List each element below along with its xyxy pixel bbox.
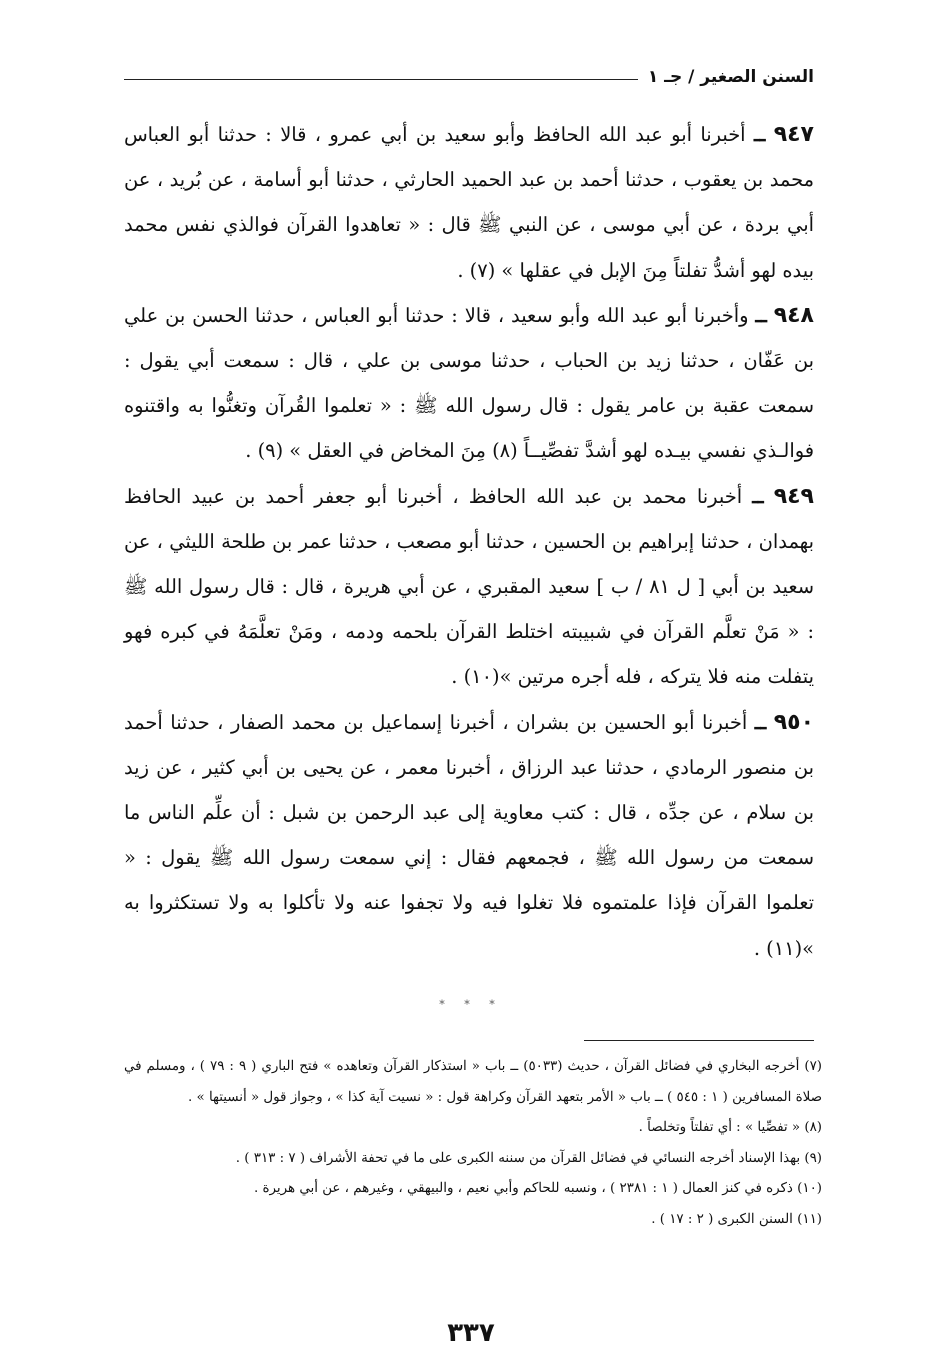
- number-dash: ــ: [755, 303, 767, 327]
- hadith-number: ٩٤٩: [773, 483, 814, 509]
- hadith-text: أخبرنا أبو عبد الله الحافظ وأبو سعيد بن أبي عمرو ، قالا : حدثنا أبو العباس محمد بن يعقوب ، حدثنا أحمد بن عبد الحميد الحارثي ، حدثنا أبو أسامة ، عن بُريد ، عن أبي بردة ، عن أبي موسى ، عن النبي ﷺ قال : « تعاهدوا القرآن فوالذي نفس محمد بيده لهو أشدُّ تفلتاً مِنَ الإبل في عقلها » (٧) .: [124, 123, 814, 282]
- section-separator: * * *: [439, 998, 503, 1011]
- footnote-rule: [584, 1040, 814, 1041]
- footnotes: [124, 1052, 822, 1235]
- footnote: (٨) « تفصِّيا » : أي تفلتاً وتخلصاً .: [638, 1120, 822, 1135]
- footnote: (١١) السنن الكبرى ( ٢ : ١٧ ) .: [651, 1211, 822, 1227]
- hadith-number: ٩٤٨: [773, 302, 814, 328]
- footnote: (٧) أخرجه البخاري في فضائل القرآن ، حديث (٥٠٣٣) ــ باب « استذكار القرآن وتعاهده » فتح الباري ( ٩ : ٧٩ ) ، ومسلم في صلاة المسافرين ( ١ : ٥٤٥ ) ــ باب « الأمر بتعهد القرآن وكراهة قول : « نسيت آية كذا » ، وجواز قول « أنسيتها » .: [124, 1059, 822, 1105]
- number-dash: ــ: [754, 710, 767, 734]
- header-title: السنن الصغير / جـ ١: [647, 67, 814, 87]
- hadith-text: وأخبرنا أبو عبد الله وأبو سعيد ، قالا : حدثنا أبو العباس ، حدثنا الحسن بن علي بن عَفّان ، حدثنا زيد بن الحباب ، حدثنا موسى بن علي ، قال : سمعت أبي يقول : سمعت عقبة بن عامر يقول : قال رسول الله ﷺ : « تعلموا القُرآن وتغنُّوا به واقتنوه فوالـذي نفسي بيـده لهو أشدَّ تفصِّيــاً (٨) مِنَ المخاض في العقل » (٩) .: [124, 303, 814, 463]
- hadith-paragraph: [124, 474, 814, 700]
- hadith-number: ٩٥٠: [773, 709, 815, 735]
- header-rule: [124, 79, 638, 80]
- number-dash: ــ: [752, 484, 764, 508]
- page-number: ٣٣٧: [447, 1318, 495, 1348]
- hadith-paragraph: [124, 293, 814, 474]
- hadith-paragraph: [124, 112, 814, 293]
- hadith-number: ٩٤٧: [773, 122, 814, 147]
- footnote: (١٠) ذكره في كنز العمال ( ١ : ٢٣٨١ ) ، ونسبه للحاكم وأبي نعيم ، والبيهقي ، وغيرهم ، عن أبي هريرة .: [254, 1181, 822, 1196]
- main-text: [124, 112, 814, 971]
- hadith-paragraph: [124, 700, 814, 971]
- running-header: [124, 62, 814, 92]
- number-dash: ــ: [753, 123, 766, 146]
- footnote: (٩) بهذا الإسناد أخرجه النسائي في فضائل القرآن من سننه الكبرى على ما في تحفة الأشراف ( ٧ : ٣١٣ ) .: [235, 1150, 822, 1166]
- hadith-text: أخبرنا أبو الحسين بن بشران ، أخبرنا إسماعيل بن محمد الصفار ، حدثنا أحمد بن منصور الرمادي ، حدثنا عبد الرزاق ، أخبرنا معمر ، عن يحيى بن أبي كثير ، عن زيد بن سلام ، عن جدِّه ، قال : كتب معاوية إلى عبد الرحمن بن شبل : أن علِّم الناس ما سمعت من رسول الله ﷺ ، فجمعهم فقال : إني سمعت رسول الله ﷺ يقول : « تعلموا القرآن فإذا علمتموه فلا تغلوا فيه ولا تجفوا عنه ولا تأكلوا به ولا تستكثروا به »(١١) .: [124, 710, 814, 960]
- hadith-text: أخبرنا محمد بن عبد الله الحافظ ، أخبرنا أبو جعفر أحمد بن عبيد الحافظ بهمدان ، حدثنا إبراهيم بن الحسين ، حدثنا أبو مصعب ، حدثنا عمر بن طلحة الليثي ، عن سعيد بن أبي [ ل ٨١ / ب ] سعيد المقبري ، عن أبي هريرة ، قال : قال رسول الله ﷺ : « مَنْ تعلَّم القرآن في شبيبته اختلط القرآن بلحمه ودمه ، ومَنْ تعلَّمَهُ في كبره فهو يتفلت منه فلا يتركه ، فله أجره مرتين »(١٠) .: [124, 484, 814, 689]
